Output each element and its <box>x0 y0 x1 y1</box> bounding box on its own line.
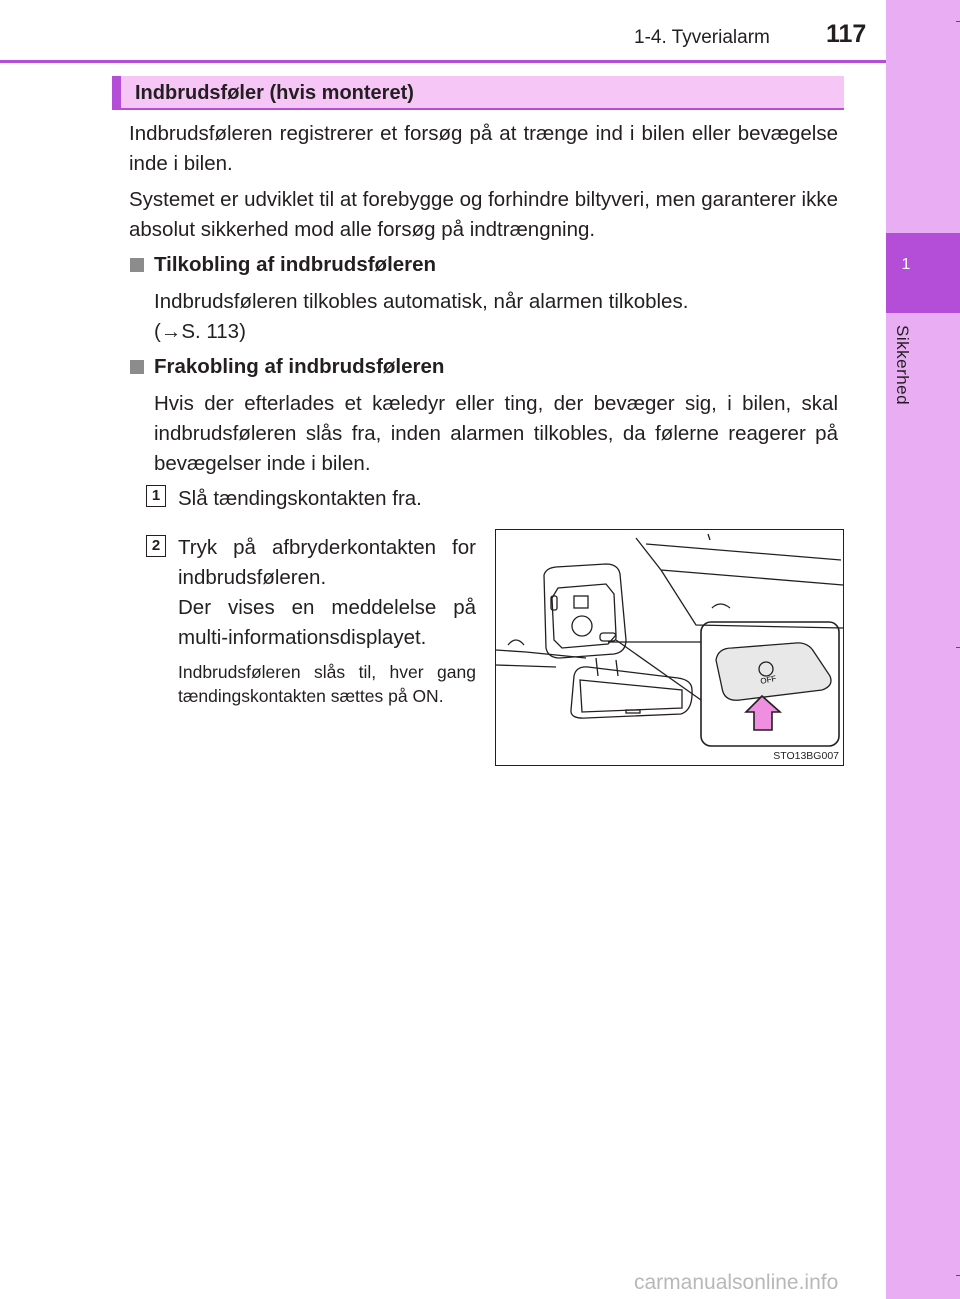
watermark: carmanualsonline.info <box>634 1271 839 1294</box>
intro-paragraph-1: Indbrudsføleren registrerer et forsøg på at trænge ind i bilen eller bevægelse inde i bilen. <box>129 122 838 175</box>
intro-paragraph-2: Systemet er udviklet til at forebygge og forhindre biltyveri, men garanterer ikke absolut sikkerhed mod alle forsøg på indtrængning. <box>129 188 838 241</box>
chapter-label: Sikkerhed <box>893 325 912 406</box>
header-section: 1-4. Tyverialarm <box>634 27 770 48</box>
step-2-text: Tryk på afbryderkontakten for indbrudsføleren. <box>178 536 476 589</box>
off-button-label: OFF <box>759 673 778 686</box>
step-1-text: Slå tændingskontakten fra. <box>178 487 422 510</box>
activation-text: Indbrudsføleren tilkobles automatisk, når alarmen tilkobles. <box>154 290 689 313</box>
section-title-bar <box>112 76 844 110</box>
square-bullet-icon <box>130 258 144 272</box>
square-bullet-icon <box>130 360 144 374</box>
figure-code: STO13BG007 <box>773 750 839 762</box>
arrow-right-icon: → <box>160 320 182 343</box>
step-2-subtext: Der vises en meddelelse på multi-informationsdisplayet. <box>178 596 476 649</box>
overhead-console-drawing <box>496 530 843 765</box>
step-2-note: Indbrudsføleren slås til, hver gang tændingskontakten sættes på ON. <box>178 662 476 706</box>
crop-mark <box>956 1275 960 1276</box>
crop-mark <box>956 21 960 22</box>
crop-mark <box>956 647 960 648</box>
page-reference[interactable]: (→S. 113) <box>154 320 246 343</box>
page-number: 117 <box>826 20 867 48</box>
activation-heading: Tilkobling af indbrudsføleren <box>154 253 437 276</box>
deactivation-heading: Frakobling af indbrudsføleren <box>154 355 445 378</box>
step-badge: 1 <box>146 485 166 507</box>
step-badge: 2 <box>146 535 166 557</box>
section-title: Indbrudsføler (hvis monteret) <box>135 82 414 104</box>
intrusion-switch-illustration <box>495 529 844 766</box>
deactivation-text: Hvis der efterlades et kæledyr eller ting, der bevæger sig, i bilen, skal indbrudsføleren slås fra, inden alarmen tilkobles, da følerne reagerer på bevægelser inde i bilen. <box>154 392 838 475</box>
side-tab <box>886 0 960 1299</box>
header-rule <box>0 60 886 63</box>
chapter-number: 1 <box>901 256 911 273</box>
page-reference-text: S. 113 <box>181 320 240 343</box>
